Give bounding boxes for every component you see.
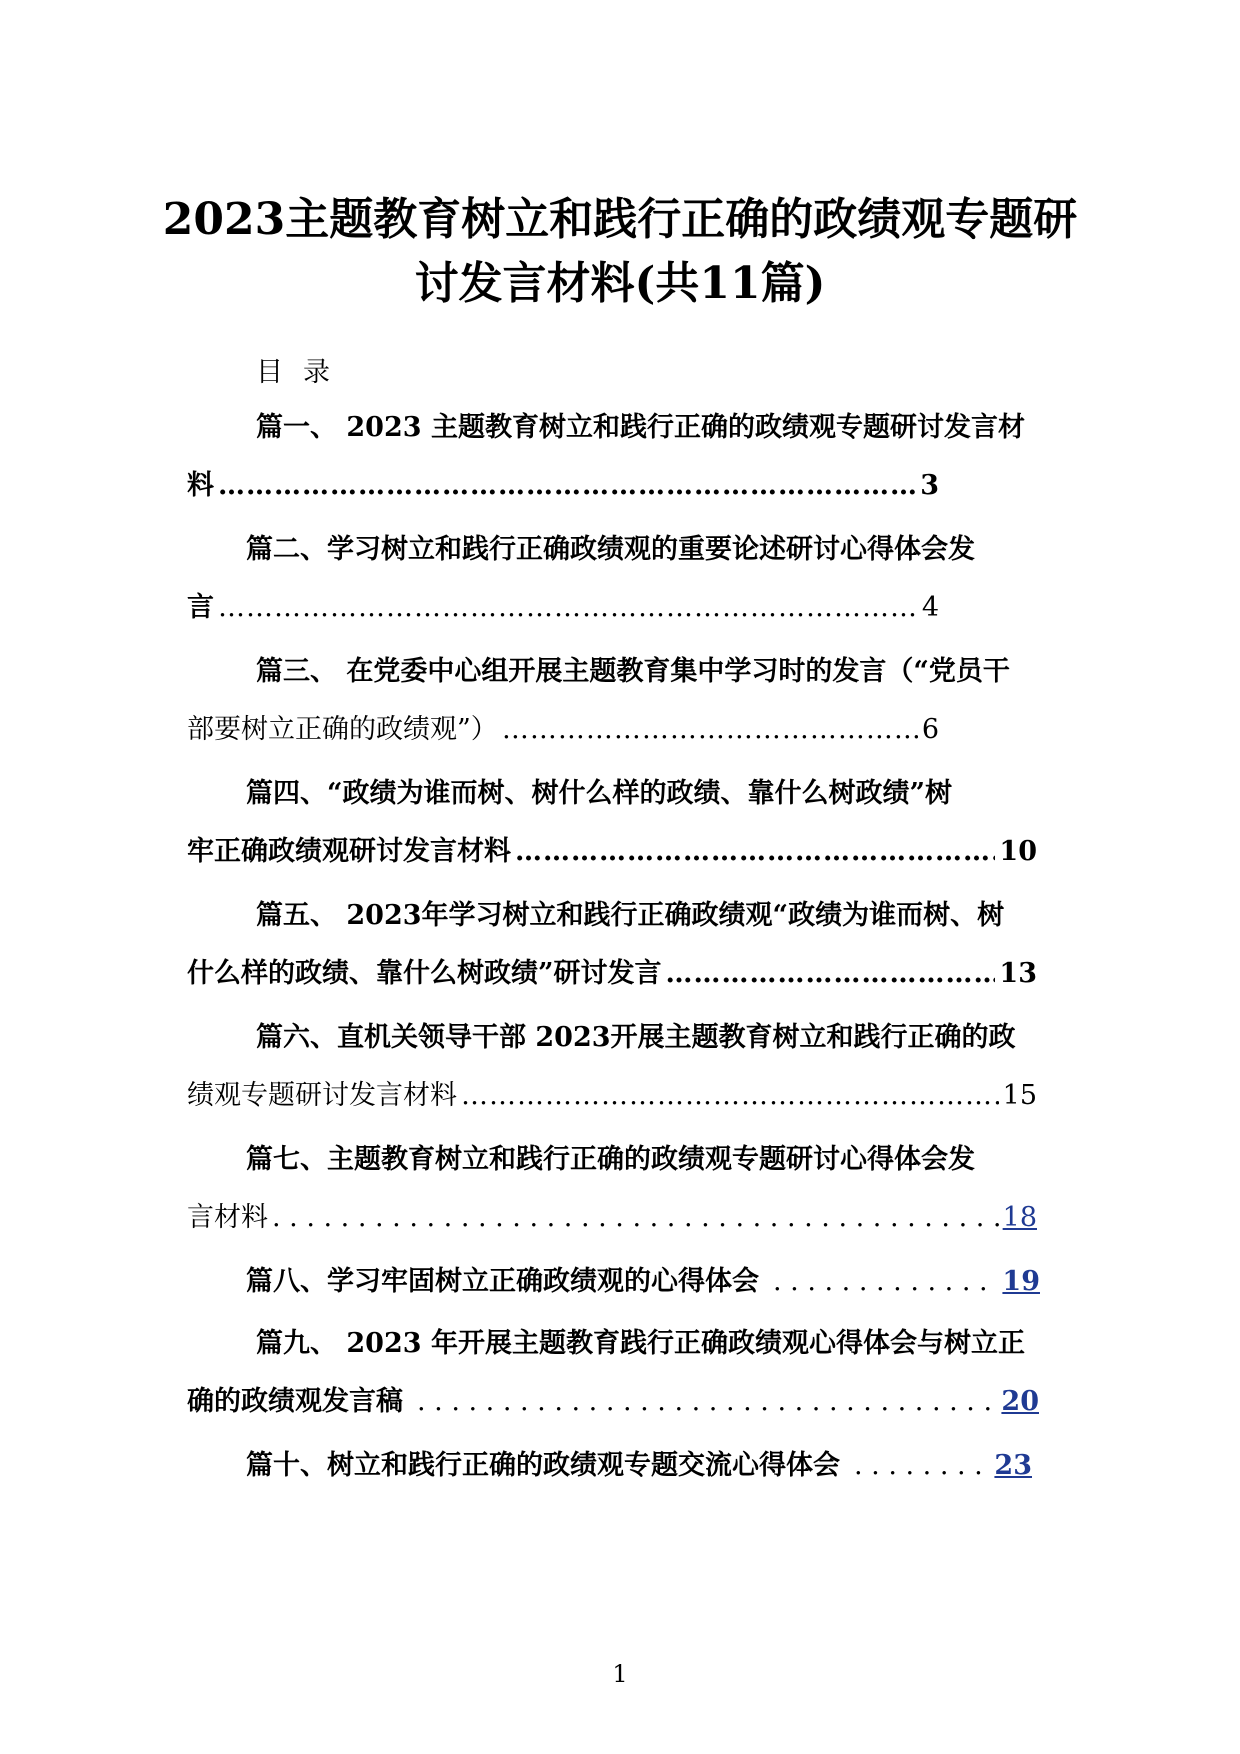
toc-entry-title: 篇三、 在党委中心组开展主题教育集中学习时的发言（“党员干 <box>256 656 1010 687</box>
toc-page-number: 13 <box>999 958 1037 989</box>
document-title: 2023主题教育树立和践行正确的政绩观专题研讨发言材料(共11篇) <box>162 194 1078 309</box>
toc-heading: 目录 <box>256 357 350 388</box>
toc-entry-title: 篇八、学习牢固树立正确政绩观的心得体会 <box>246 1266 759 1297</box>
toc-entry-text: 什么样的政绩、靠什么树政绩”研讨发言 <box>187 958 662 989</box>
dot-leader <box>666 954 996 994</box>
toc-entry[interactable] <box>246 1446 1032 1486</box>
toc-entry-continuation <box>187 1382 1039 1422</box>
toc-entry[interactable] <box>0 1018 1240 1142</box>
toc-entry-title: 篇十、树立和践行正确的政绩观专题交流心得体会 <box>246 1450 840 1481</box>
dot-leader <box>417 1382 997 1422</box>
toc-entry-text: 言 <box>187 592 214 623</box>
toc-entry-title: 篇九、 2023 年开展主题教育践行正确政绩观心得体会与树立正 <box>256 1328 1025 1359</box>
toc-entry-title: 篇七、主题教育树立和践行正确的政绩观专题研讨心得体会发 <box>246 1144 975 1175</box>
toc-page-number: 3 <box>920 470 939 501</box>
toc-page-number: 15 <box>1002 1080 1037 1111</box>
toc-entry-text: 部要树立正确的政绩观”） <box>187 714 498 745</box>
page-number: 1 <box>612 1660 628 1688</box>
dot-leader <box>461 1076 999 1116</box>
toc-entry-text: 言材料 <box>187 1202 268 1233</box>
toc-page-number: 6 <box>921 714 939 745</box>
toc-page-number: 10 <box>999 836 1037 867</box>
toc-entry-title: 篇四、“政绩为谁而树、树什么样的政绩、靠什么树政绩”树 <box>246 778 953 809</box>
dot-leader <box>773 1262 994 1302</box>
dot-leader <box>854 1446 986 1486</box>
toc-entry-text: 确的政绩观发言稿 <box>187 1386 403 1417</box>
toc-entry[interactable] <box>0 896 1240 1020</box>
toc-entry-continuation <box>187 588 939 628</box>
dot-leader <box>272 1198 999 1238</box>
toc-page-link[interactable]: 19 <box>1002 1266 1040 1297</box>
toc-entry[interactable] <box>0 1140 1240 1264</box>
dot-leader <box>515 832 995 872</box>
toc-page-number: 4 <box>921 592 939 623</box>
toc-entry-continuation <box>187 1198 1037 1238</box>
toc-entry-continuation <box>187 466 939 506</box>
toc-entry[interactable] <box>0 408 1240 532</box>
toc-entry-title: 篇一、 2023 主题教育树立和践行正确的政绩观专题研讨发言材 <box>256 412 1025 443</box>
toc-entry-title: 篇六、直机关领导干部 2023开展主题教育树立和践行正确的政 <box>256 1022 1016 1053</box>
toc-page-link[interactable]: 20 <box>1001 1386 1039 1417</box>
toc-entry[interactable] <box>0 774 1240 898</box>
toc-entry-title: 篇五、 2023年学习树立和践行正确政绩观“政绩为谁而树、树 <box>256 900 1005 931</box>
toc-entry-continuation <box>187 1076 1037 1116</box>
toc-entry-continuation <box>187 954 1037 994</box>
toc-page-link[interactable]: 23 <box>994 1450 1032 1481</box>
toc-entry-continuation <box>187 710 939 750</box>
toc-entry-text: 绩观专题研讨发言材料 <box>187 1080 457 1111</box>
toc-page-link[interactable]: 18 <box>1002 1202 1037 1233</box>
toc-entry[interactable] <box>0 652 1240 776</box>
toc-entry[interactable] <box>246 1262 1040 1302</box>
toc-entry[interactable] <box>0 1324 1240 1448</box>
toc-entry-continuation <box>187 832 1037 872</box>
toc-entry-text: 料 <box>187 470 214 501</box>
toc-entry[interactable] <box>0 530 1240 654</box>
dot-leader <box>502 710 918 750</box>
dot-leader <box>218 466 916 506</box>
toc-entry-title: 篇二、学习树立和践行正确政绩观的重要论述研讨心得体会发 <box>246 534 975 565</box>
dot-leader <box>218 588 918 628</box>
toc-entry-text: 牢正确政绩观研讨发言材料 <box>187 836 511 867</box>
